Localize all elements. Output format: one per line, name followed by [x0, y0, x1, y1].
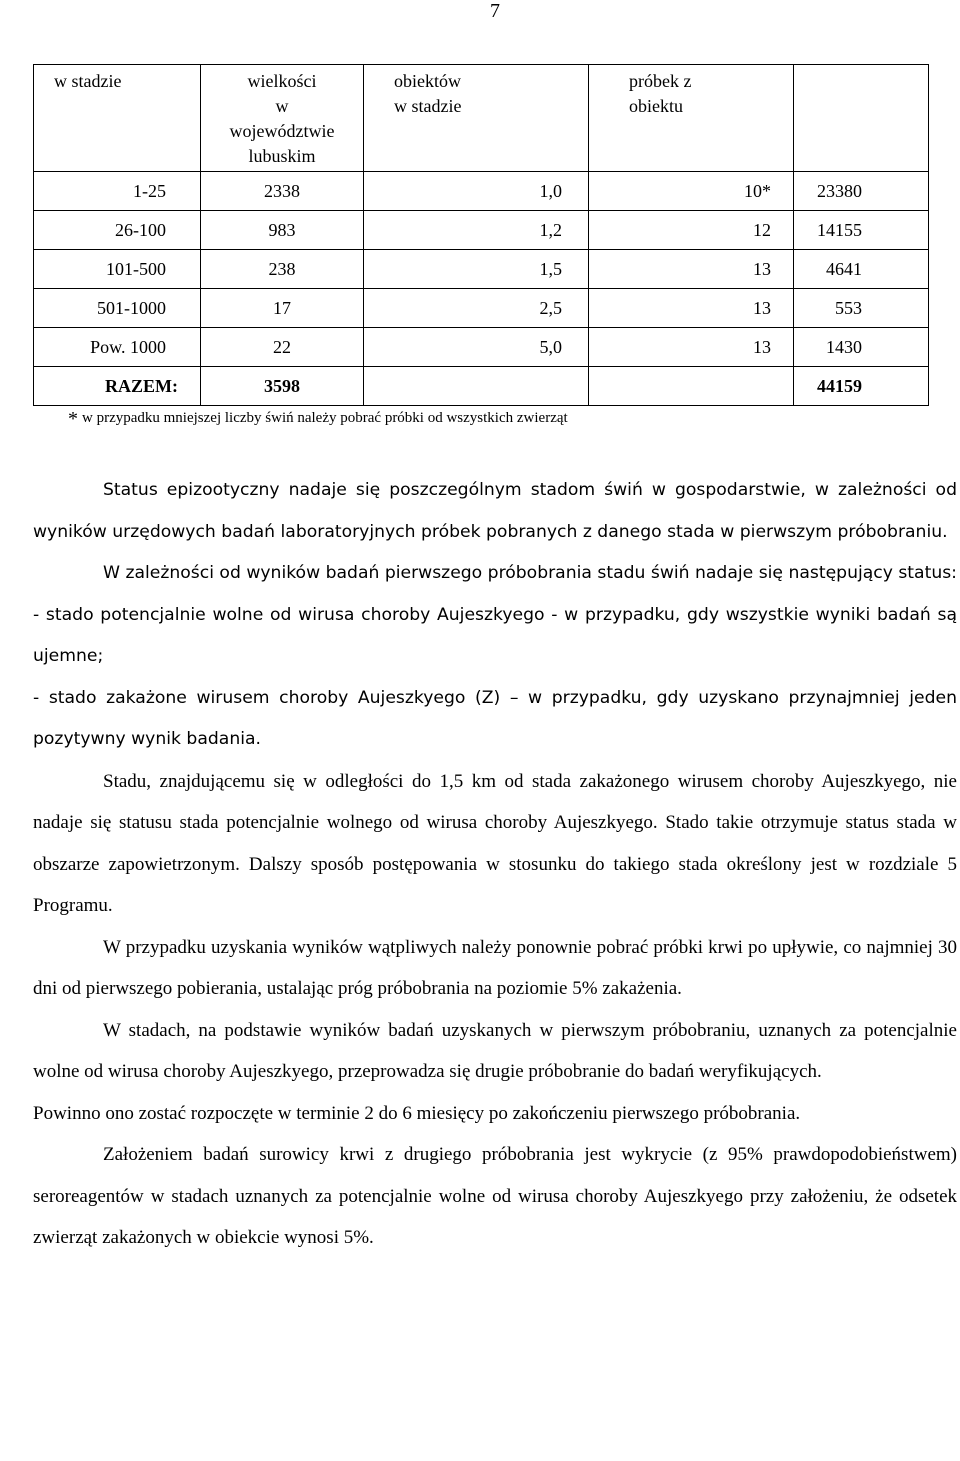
table-header-row — [34, 65, 929, 172]
table-cell: 13 — [589, 328, 794, 367]
table-row — [34, 250, 929, 289]
table-cell — [589, 367, 794, 406]
table-cell: 553 — [794, 289, 929, 328]
table-cell: 1430 — [794, 328, 929, 367]
table-cell: 3598 — [201, 367, 364, 406]
header-cell: obiektów w stadzie — [364, 65, 589, 172]
paragraph: W zależności od wyników badań pierwszego próbobrania stadu świń nadaje się następujący status: — [103, 563, 957, 583]
table-cell: 1,2 — [364, 211, 589, 250]
header-cell: próbek z obiektu — [589, 65, 794, 172]
table-cell: Pow. 1000 — [34, 328, 201, 367]
table-total-row — [34, 367, 929, 406]
paragraph: Powinno ono zostać rozpoczęte w terminie 2 do 6 miesięcy po zakończeniu pierwszego próbobrania. — [33, 1102, 801, 1124]
header-cell: w stadzie — [34, 65, 201, 172]
table-cell: 1,0 — [364, 172, 589, 211]
paragraph: Stadu, znajdującemu się w odległości do 1,5 km od stada zakażonego wirusem choroby Aujeszkyego, nie nadaje się statusu stada potencjalnie wolnego od wirusa choroby Aujeszkyego. Stado takie otrzymuje status stada w obszarze zapowietrzonym. Dalszy sposób postępowania w stosunku do takiego stada określony jest w rozdziale 5 Programu. — [33, 770, 957, 916]
table-cell: 4641 — [794, 250, 929, 289]
paragraph: - stado potencjalnie wolne od wirusa choroby Aujeszkyego - w przypadku, gdy wszystkie wyniki badań są ujemne; — [33, 604, 957, 666]
table-cell: 1,5 — [364, 250, 589, 289]
table-cell: 1-25 — [34, 172, 201, 211]
page-number: 7 — [490, 0, 500, 22]
header-cell: wielkości w województwie lubuskim — [201, 65, 364, 172]
table-cell: 14155 — [794, 211, 929, 250]
table-cell: 22 — [201, 328, 364, 367]
table-cell: 2338 — [201, 172, 364, 211]
table-cell: RAZEM: — [34, 367, 201, 406]
table-cell: 23380 — [794, 172, 929, 211]
table-cell: 26-100 — [34, 211, 201, 250]
table-cell: 983 — [201, 211, 364, 250]
paragraph: - stado zakażone wirusem choroby Aujeszkyego (Z) – w przypadku, gdy uzyskano przynajmniej jeden pozytywny wynik badania. — [33, 687, 957, 749]
paragraph: Założeniem badań surowicy krwi z drugiego próbobrania jest wykrycie (z 95% prawdopodobieństwem) seroreagentów w stadach uznanych za potencjalnie wolne od wirusa choroby Aujeszkyego przy założeniu, że odsetek zwierząt zakażonych w obiekcie wynosi 5%. — [33, 1144, 957, 1248]
table-cell: 10* — [589, 172, 794, 211]
table-row — [34, 211, 929, 250]
table-cell: 44159 — [794, 367, 929, 406]
table-cell: 238 — [201, 250, 364, 289]
sans-section — [33, 470, 957, 761]
body-text — [33, 470, 957, 1259]
header-cell — [794, 65, 929, 172]
table-cell: 17 — [201, 289, 364, 328]
statistics-table — [33, 64, 929, 406]
paragraph: W przypadku uzyskania wyników wątpliwych należy ponownie pobrać próbki krwi po upływie, co najmniej 30 dni od pierwszego pobierania, ustalając próg próbobrania na poziomie 5% zakażenia. — [33, 936, 957, 999]
table-cell: 2,5 — [364, 289, 589, 328]
table-cell: 12 — [589, 211, 794, 250]
table-footnote — [68, 408, 568, 431]
table-cell: 5,0 — [364, 328, 589, 367]
table-cell: 101-500 — [34, 250, 201, 289]
table-cell: 13 — [589, 250, 794, 289]
table-cell — [364, 367, 589, 406]
table-cell: 13 — [589, 289, 794, 328]
table-cell: 501-1000 — [34, 289, 201, 328]
table-row — [34, 328, 929, 367]
paragraph: Status epizootyczny nadaje się poszczególnym stadom świń w gospodarstwie, w zależności od wyników urzędowych badań laboratoryjnych próbek pobranych z danego stada w pierwszym próbobraniu. — [33, 480, 957, 542]
table-row — [34, 289, 929, 328]
table-row — [34, 172, 929, 211]
paragraph: W stadach, na podstawie wyników badań uzyskanych w pierwszym próbobraniu, uznanych za potencjalnie wolne od wirusa choroby Aujeszkyego, przeprowadza się drugie próbobranie do badań weryfikujących. — [33, 1019, 957, 1082]
footnote-text: w przypadku mniejszej liczby świń należy pobrać próbki od wszystkich zwierząt — [82, 410, 568, 426]
footnote-marker: * — [68, 408, 78, 430]
